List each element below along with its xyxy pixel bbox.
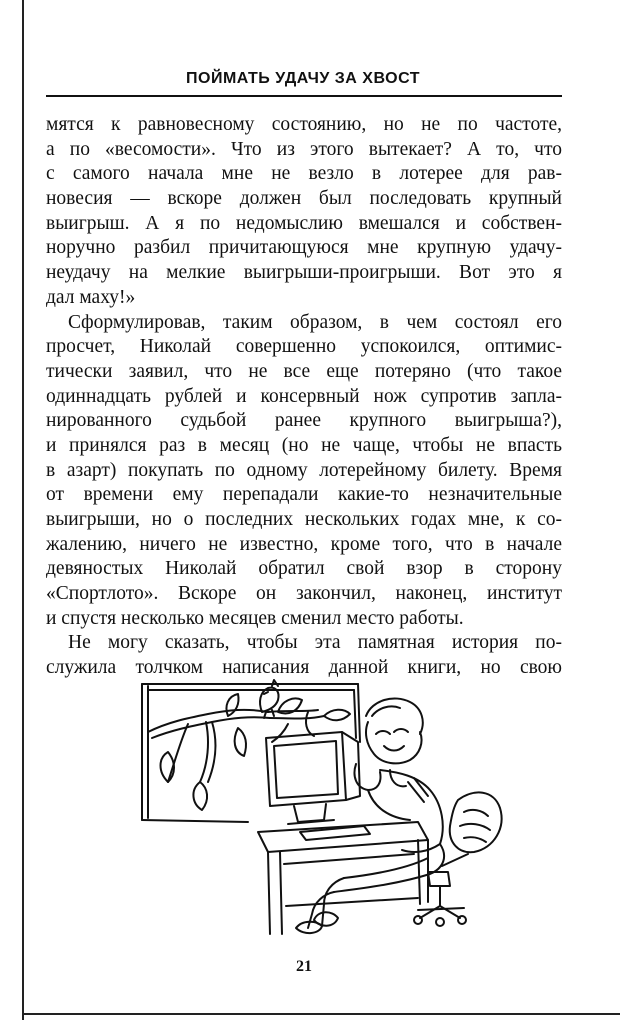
- text-line: а по «весомости». Что из этого вытекает? А то, что: [46, 138, 562, 160]
- cartoon-man-at-computer-illustration: [128, 672, 528, 940]
- text-line: выигрыш. А я по недомыслию вмешался и собствен-: [46, 212, 562, 234]
- text-line: дал маху!»: [46, 286, 136, 308]
- page-number: 21: [296, 958, 312, 975]
- running-header: ПОЙМАТЬ УДАЧУ ЗА ХВОСТ: [186, 70, 420, 87]
- body-text: [46, 113, 562, 681]
- text-line: и принялся раз в месяц (но не чаще, чтобы не впасть: [46, 434, 562, 456]
- text-line: Сформулировав, таким образом, в чем состоял его: [68, 311, 562, 333]
- text-line: одиннадцать рублей и консервный нож супротив запла-: [46, 385, 562, 407]
- text-line: новесия — вскоре должен был последовать крупный: [46, 188, 562, 210]
- text-line: и спустя несколько месяцев сменил место работы.: [46, 607, 464, 629]
- text-line: неудачу на мелкие выигрыши-проигрыши. Вот это я: [46, 262, 562, 284]
- text-line: с самого начала мне не везло в лотерее для рав-: [46, 163, 562, 185]
- text-line: тически заявил, что не все еще потеряно (что такое: [46, 360, 562, 382]
- text-line: девяностых Николай обратил свой взор в сторону: [46, 558, 562, 580]
- text-line: Не могу сказать, чтобы эта памятная история по-: [68, 632, 562, 654]
- page-bottom-edge: [22, 1013, 620, 1015]
- monitor-illustration: [266, 732, 370, 840]
- text-line: жалению, ничего не известно, кроме того, что в начале: [46, 533, 562, 555]
- text-line: мятся к равновесному состоянию, но не по частоте,: [46, 114, 562, 135]
- text-line: «Спортлото». Вскоре он закончил, наконец, институт: [46, 583, 562, 605]
- text-line: служила толчком написания данной книги, но свою: [46, 657, 562, 679]
- text-line: нированного судьбой ранее крупного выигрыша?),: [46, 410, 562, 432]
- text-line: выигрыши, но о последних нескольких годах мне, к со-: [46, 509, 562, 530]
- text-line: в азарт) покупать по одному лотерейному билету. Время: [46, 459, 562, 481]
- page-left-edge: [22, 0, 24, 1020]
- text-line: просчет, Николай совершенно успокоился, оптимис-: [46, 336, 562, 358]
- text-line: от времени ему перепадали какие-то незначительные: [46, 484, 562, 506]
- text-line: норучно разбил причитающуюся мне крупную удачу-: [46, 237, 562, 259]
- header-rule: [46, 95, 562, 97]
